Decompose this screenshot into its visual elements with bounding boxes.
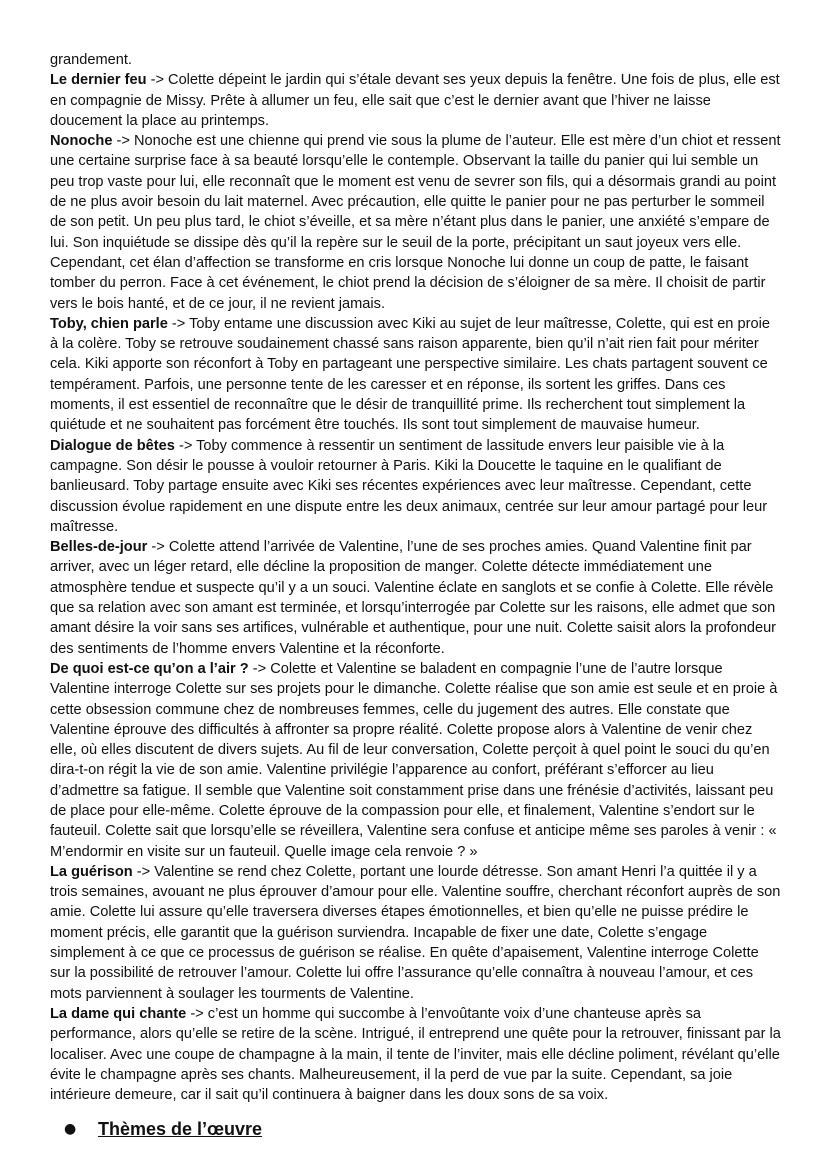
story-title: La dame qui chante — [50, 1005, 187, 1022]
story-paragraph — [50, 1004, 782, 1105]
story-title: Toby, chien parle — [50, 315, 168, 332]
story-title: Le dernier feu — [50, 72, 147, 89]
story-title: La guérison — [50, 863, 133, 880]
intro-fragment-text: grandement. — [50, 52, 132, 68]
story-arrow: -> — [151, 539, 165, 556]
story-text: Colette attend l’arrivée de Valentine, l’une de ses proches amies. Quand Valentine finit par arriver, avec un léger retard, elle décline la proposition de manger. Colette détecte immédiatement une atmosphère tendue et suspecte qu’il y a un souci. Valentine éclate en sanglots et se confie à Colette. Elle révèle que sa relation avec son amant est terminée, et lorsqu’interrogée par Colette sur les raisons, elle admet que son amant désire la voir sans ses artifices, vulnérable et authentique, pour une nuit. Colette saisit alors la profondeur des sentiments de l’homme envers Valentine et la réconforte. — [50, 539, 777, 657]
story-text: Toby commence à ressentir un sentiment de lassitude envers leur paisible vie à la campagne. Son désir le pousse à vouloir retourner à Paris. Kiki la Doucette le taquine en le qualifiant de banlieusard. Toby partage ensuite avec Kiki ses récentes expériences avec leur maîtresse. Cependant, cette discussion évolue rapidement en une dispute entre les deux animaux, centrée sur leur amour partagé pour leur maîtresse. — [50, 437, 768, 535]
story-paragraph — [50, 131, 782, 314]
story-paragraph — [50, 436, 782, 537]
story-arrow: -> — [190, 1005, 204, 1022]
section-title: Thèmes de l’œuvre — [98, 1119, 263, 1140]
intro-fragment — [50, 50, 782, 70]
story-text: Valentine se rend chez Colette, portant une lourde détresse. Son amant Henri l’a quittée il y a trois semaines, avouant ne plus éprouver d’amour pour elle. Valentine souffre, cherchant réconfort auprès de son amie. Colette lui assure qu’elle traversera diverses étapes émotionnelles, et bien qu’elle ne puisse prédire le moment précis, elle garantit que la guérison surviendra. Incapable de fixer une date, Colette s’engage simplement à ce que ce processus de guérison se réalise. En quête d’apaisement, Valentine interroge Colette sur la possibilité de retrouver l’amour. Colette lui offre l’assurance qu’elle connaîtra à nouveau l’amour, et ces mots parviennent à soulager les tourments de Valentine. — [50, 863, 781, 1002]
story-title: Belles-de-jour — [50, 539, 148, 556]
story-arrow: -> — [171, 315, 186, 332]
section-heading — [50, 1119, 782, 1139]
story-paragraph — [50, 537, 782, 659]
story-paragraph — [50, 314, 782, 436]
document-page — [50, 50, 782, 1140]
story-arrow: -> — [150, 72, 164, 89]
story-text: Nonoche est une chienne qui prend vie sous la plume de l’auteur. Elle est mère d’un chiot et ressent une certaine surprise face à sa beauté lorsqu’elle le contemple. Observant la taille du panier qui lui semble un peu trop vaste pour lui, elle reconnaît que le moment est venu de sevrer son fils, qui a désormais grandi au point de ne plus avoir besoin du lait maternel. Avec précaution, elle quitte le panier pour ne pas perturber le sommeil de son petit. Un peu plus tard, le chiot s’éveille, et sa mère n’étant plus dans le panier, une anxiété s’empare de lui. Son inquiétude se dissipe dès qu’il la repère sur le seuil de la porte, précipitant un saut joyeux vers elle. Cependant, cet élan d’affection se transforme en cris lorsque Nonoche lui donne un coup de patte, le faisant tomber du perron. Face à cet événement, le chiot prend la décision de s’éloigner de sa mère. Il choisit de partir vers le bois hanté, et de ce jour, il ne revient jamais. — [50, 133, 781, 312]
story-arrow: -> — [178, 437, 193, 454]
story-paragraph — [50, 862, 782, 1004]
story-paragraph — [50, 70, 782, 131]
story-text: c’est un homme qui succombe à l’envoûtante voix d’une chanteuse après sa performance, alors qu’elle se retire de la scène. Intrigué, il entreprend une quête pour la retrouver, finissant par la localiser. Avec une coupe de champagne à la main, il tente de l’inviter, mais elle décline poliment, révélant qu’elle évite le champagne après ses chants. Malheureusement, il la perd de vue par la suite. Cependant, sa joie intérieure demeure, car il sait qu’il continuera à baigner dans les doux sons de sa voix. — [50, 1005, 781, 1104]
story-arrow: -> — [116, 133, 130, 150]
story-arrow: -> — [136, 863, 151, 880]
story-paragraph — [50, 659, 782, 862]
story-text: Colette et Valentine se baladent en compagnie l’une de l’autre lorsque Valentine interroge Colette sur ses projets pour le dimanche. Colette réalise que son amie est seule et en proie à cette obsession commune chez de nombreuses femmes, celle du jugement des autres. Elle constate que Valentine éprouve des difficultés à affronter sa propre réalité. Colette propose alors à Valentine de venir chez elle, où elles discutent de divers sujets. Au fil de leur conversation, Colette perçoit à quel point le souci du qu’en dira-t-on régit la vie de son amie. Valentine privilégie l’apparence au confort, préférant s’efforcer au lieu d’admettre sa fatigue. Il semble que Valentine soit constamment prise dans une frénésie d’activités, laissant peu de place pour elle-même. Colette éprouve de la compassion pour elle, et finalement, Valentine s’endort sur le fauteuil. Colette sait que lorsqu’elle se réveillera, Valentine sera confuse et anticipe même ses paroles à venir : « M’endormir en visite sur un fauteuil. Quelle image cela renvoie ? » — [50, 660, 778, 860]
story-arrow: -> — [252, 660, 267, 677]
story-text: Toby entame une discussion avec Kiki au sujet de leur maîtresse, Colette, qui est en proie à la colère. Toby se retrouve soudainement chassé sans raison apparente, bien qu’il n’ait rien fait pour mériter cela. Kiki apporte son réconfort à Toby en partageant une perspective similaire. Les chats partagent souvent ce tempérament. Parfois, une personne tente de les caresser et en réponse, ils sortent les griffes. Dans ces moments, il est essentiel de reconnaître que le désir de tranquillité prime. Ils recherchent tout simplement la quiétude et ne souhaitent pas forcément être touchés. Ils sont tout simplement de mauvaise humeur. — [50, 315, 770, 434]
story-title: Dialogue de bêtes — [50, 437, 175, 454]
story-title: Nonoche — [50, 133, 113, 150]
story-text: Colette dépeint le jardin qui s’étale devant ses yeux depuis la fenêtre. Une fois de plus, elle est en compagnie de Missy. Prête à allumer un feu, elle sait que c’est le dernier avant que l’hiver ne laisse doucement la place au printemps. — [50, 72, 780, 129]
story-title: De quoi est-ce qu’on a l’air ? — [50, 660, 249, 677]
bullet-disc-icon: ● — [64, 1121, 77, 1138]
